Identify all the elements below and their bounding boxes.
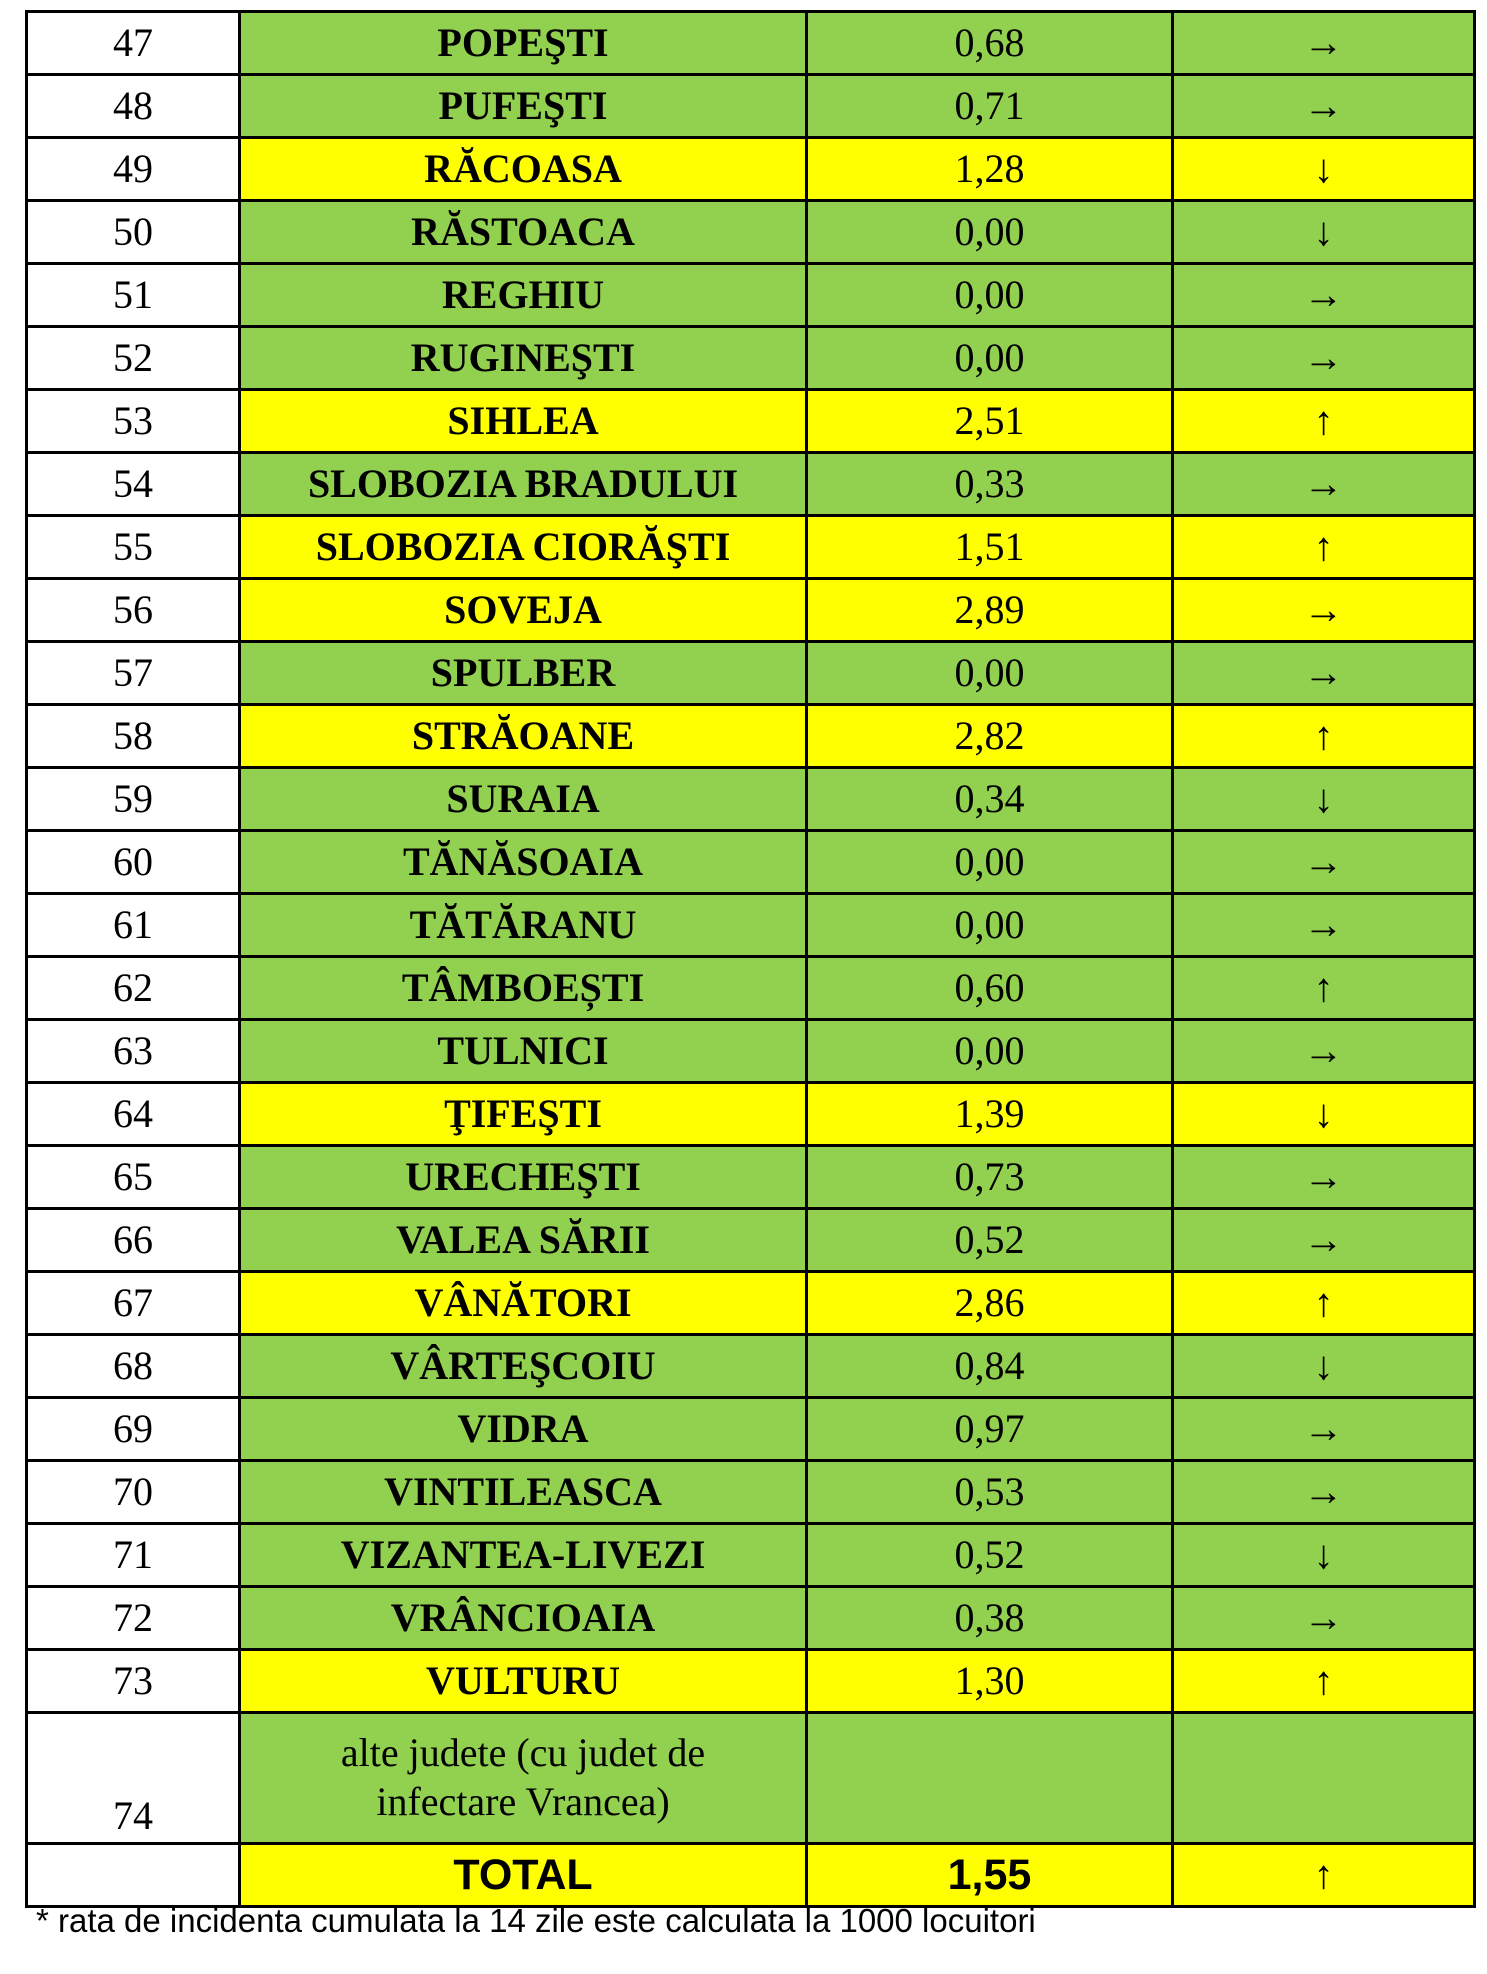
trend-cell: ↓: [1173, 1524, 1475, 1587]
locality-name-cell: ŢIFEŞTI: [240, 1083, 807, 1146]
incidence-rate-cell: 0,00: [807, 894, 1173, 957]
table-row: [27, 12, 1475, 75]
incidence-rate-cell: 0,33: [807, 453, 1173, 516]
row-number-cell: 63: [27, 1020, 240, 1083]
table-row: [27, 1209, 1475, 1272]
row-number-cell: 74: [27, 1713, 240, 1844]
trend-cell: ↑: [1173, 705, 1475, 768]
table-row: [27, 138, 1475, 201]
trend-cell: →: [1173, 264, 1475, 327]
trend-cell: →: [1173, 1587, 1475, 1650]
table-row: [27, 579, 1475, 642]
incidence-rate-cell: 0,68: [807, 12, 1173, 75]
table-row: [27, 1398, 1475, 1461]
locality-name-cell: SIHLEA: [240, 390, 807, 453]
incidence-rate-cell: 0,00: [807, 1020, 1173, 1083]
table-row: [27, 1335, 1475, 1398]
incidence-rate-cell: 0,00: [807, 642, 1173, 705]
table-row: [27, 75, 1475, 138]
locality-name-cell: RĂSTOACA: [240, 201, 807, 264]
trend-cell: ↑: [1173, 516, 1475, 579]
locality-name-cell: URECHEŞTI: [240, 1146, 807, 1209]
incidence-rate-cell: 2,86: [807, 1272, 1173, 1335]
trend-cell: ↑: [1173, 1272, 1475, 1335]
row-number-cell: 53: [27, 390, 240, 453]
row-number-cell: 51: [27, 264, 240, 327]
locality-name-cell: [240, 1713, 807, 1844]
incidence-rate-cell: 2,51: [807, 390, 1173, 453]
locality-name-cell: VÂRTEŞCOIU: [240, 1335, 807, 1398]
incidence-rate-cell: 0,00: [807, 201, 1173, 264]
row-number-cell: 47: [27, 12, 240, 75]
locality-name-cell: RUGINEŞTI: [240, 327, 807, 390]
trend-cell: ↑: [1173, 957, 1475, 1020]
trend-cell: →: [1173, 1146, 1475, 1209]
locality-name-cell: VÂNĂTORI: [240, 1272, 807, 1335]
locality-name-cell: VULTURU: [240, 1650, 807, 1713]
trend-cell: [1173, 1713, 1475, 1844]
incidence-rate-cell: [807, 1713, 1173, 1844]
row-number-cell: 57: [27, 642, 240, 705]
table-row: [27, 705, 1475, 768]
row-number-cell: [27, 1844, 240, 1907]
table-row: [27, 1650, 1475, 1713]
locality-name-cell: VINTILEASCA: [240, 1461, 807, 1524]
incidence-rate-cell: 2,82: [807, 705, 1173, 768]
row-number-cell: 67: [27, 1272, 240, 1335]
row-number-cell: 59: [27, 768, 240, 831]
locality-name-cell: STRĂOANE: [240, 705, 807, 768]
locality-name-cell: RĂCOASA: [240, 138, 807, 201]
incidence-rate-cell: 1,28: [807, 138, 1173, 201]
locality-name-cell: PUFEŞTI: [240, 75, 807, 138]
trend-cell: →: [1173, 831, 1475, 894]
row-number-cell: 48: [27, 75, 240, 138]
table-row: [27, 1020, 1475, 1083]
row-number-cell: 58: [27, 705, 240, 768]
locality-name-cell: POPEŞTI: [240, 12, 807, 75]
table-row: [27, 894, 1475, 957]
row-number-cell: 64: [27, 1083, 240, 1146]
trend-cell: →: [1173, 1461, 1475, 1524]
trend-cell: →: [1173, 642, 1475, 705]
table-row: [27, 1461, 1475, 1524]
incidence-rate-cell: 0,00: [807, 831, 1173, 894]
trend-cell: ↓: [1173, 201, 1475, 264]
trend-cell: ↑: [1173, 1650, 1475, 1713]
table-row: [27, 516, 1475, 579]
locality-name-cell: SLOBOZIA CIORĂŞTI: [240, 516, 807, 579]
row-number-cell: 68: [27, 1335, 240, 1398]
trend-cell: →: [1173, 75, 1475, 138]
row-number-cell: 60: [27, 831, 240, 894]
row-number-cell: 49: [27, 138, 240, 201]
locality-name-cell: SPULBER: [240, 642, 807, 705]
row-number-cell: 72: [27, 1587, 240, 1650]
total-rate-cell: 1,55: [807, 1844, 1173, 1907]
incidence-rate-cell: 0,97: [807, 1398, 1173, 1461]
locality-name-cell: TÂMBOEȘTI: [240, 957, 807, 1020]
trend-cell: ↓: [1173, 768, 1475, 831]
locality-name-cell: TĂNĂSOAIA: [240, 831, 807, 894]
locality-name-cell: TĂTĂRANU: [240, 894, 807, 957]
table-row: [27, 642, 1475, 705]
row-number-cell: 50: [27, 201, 240, 264]
table-row: [27, 1524, 1475, 1587]
footnote: * rata de incidenta cumulata la 14 zile este calculata la 1000 locuitori: [36, 1902, 1036, 1939]
row-number-cell: 52: [27, 327, 240, 390]
incidence-rate-cell: 1,30: [807, 1650, 1173, 1713]
locality-name-cell: VALEA SĂRII: [240, 1209, 807, 1272]
table-row: [27, 390, 1475, 453]
incidence-rate-cell: 0,00: [807, 327, 1173, 390]
trend-cell: →: [1173, 12, 1475, 75]
table-row: [27, 1587, 1475, 1650]
row-number-cell: 56: [27, 579, 240, 642]
trend-cell: →: [1173, 453, 1475, 516]
incidence-rate-cell: 0,38: [807, 1587, 1173, 1650]
locality-name-cell: VIZANTEA-LIVEZI: [240, 1524, 807, 1587]
row-number-cell: 61: [27, 894, 240, 957]
row-number-cell: 62: [27, 957, 240, 1020]
incidence-rate-cell: 0,34: [807, 768, 1173, 831]
incidence-table: [25, 10, 1476, 1908]
trend-cell: →: [1173, 579, 1475, 642]
incidence-rate-cell: 2,89: [807, 579, 1173, 642]
trend-cell: →: [1173, 1209, 1475, 1272]
row-number-cell: 65: [27, 1146, 240, 1209]
incidence-rate-cell: 0,84: [807, 1335, 1173, 1398]
row-number-cell: 71: [27, 1524, 240, 1587]
locality-name-cell: VRÂNCIOAIA: [240, 1587, 807, 1650]
locality-name-cell: SLOBOZIA BRADULUI: [240, 453, 807, 516]
locality-name-cell: SOVEJA: [240, 579, 807, 642]
total-trend-arrow: ↑: [1173, 1844, 1475, 1907]
trend-cell: →: [1173, 894, 1475, 957]
trend-cell: ↓: [1173, 1335, 1475, 1398]
table-row: [27, 264, 1475, 327]
table-row: [27, 453, 1475, 516]
trend-cell: ↓: [1173, 138, 1475, 201]
table-row: [27, 1146, 1475, 1209]
locality-name-cell: REGHIU: [240, 264, 807, 327]
trend-cell: →: [1173, 327, 1475, 390]
trend-cell: ↓: [1173, 1083, 1475, 1146]
trend-cell: →: [1173, 1398, 1475, 1461]
table-row: [27, 831, 1475, 894]
incidence-rate-cell: 0,60: [807, 957, 1173, 1020]
row-number-cell: 69: [27, 1398, 240, 1461]
incidence-rate-cell: 0,52: [807, 1524, 1173, 1587]
table-row: [27, 1272, 1475, 1335]
row-number-cell: 55: [27, 516, 240, 579]
locality-name-cell: VIDRA: [240, 1398, 807, 1461]
other-name-line2: infectare Vrancea): [376, 1779, 670, 1824]
table-row-total: [27, 1844, 1475, 1907]
other-name-line1: alte judete (cu judet de: [340, 1730, 706, 1776]
incidence-rate-cell: 0,00: [807, 264, 1173, 327]
table-row: [27, 327, 1475, 390]
incidence-rate-cell: 1,51: [807, 516, 1173, 579]
row-number-cell: 73: [27, 1650, 240, 1713]
table-row: [27, 1083, 1475, 1146]
table-row: [27, 768, 1475, 831]
table-row: [27, 201, 1475, 264]
table-body: [27, 12, 1475, 1907]
incidence-rate-cell: 0,71: [807, 75, 1173, 138]
incidence-rate-cell: 0,53: [807, 1461, 1173, 1524]
locality-name-cell: SURAIA: [240, 768, 807, 831]
incidence-rate-cell: 0,73: [807, 1146, 1173, 1209]
trend-cell: ↑: [1173, 390, 1475, 453]
locality-name-cell: TULNICI: [240, 1020, 807, 1083]
trend-cell: →: [1173, 1020, 1475, 1083]
incidence-rate-cell: 0,52: [807, 1209, 1173, 1272]
row-number-cell: 66: [27, 1209, 240, 1272]
incidence-rate-cell: 1,39: [807, 1083, 1173, 1146]
total-label-cell: TOTAL: [240, 1844, 807, 1907]
row-number-cell: 70: [27, 1461, 240, 1524]
table-row: [27, 957, 1475, 1020]
table-row-other-counties: [27, 1713, 1475, 1844]
row-number-cell: 54: [27, 453, 240, 516]
